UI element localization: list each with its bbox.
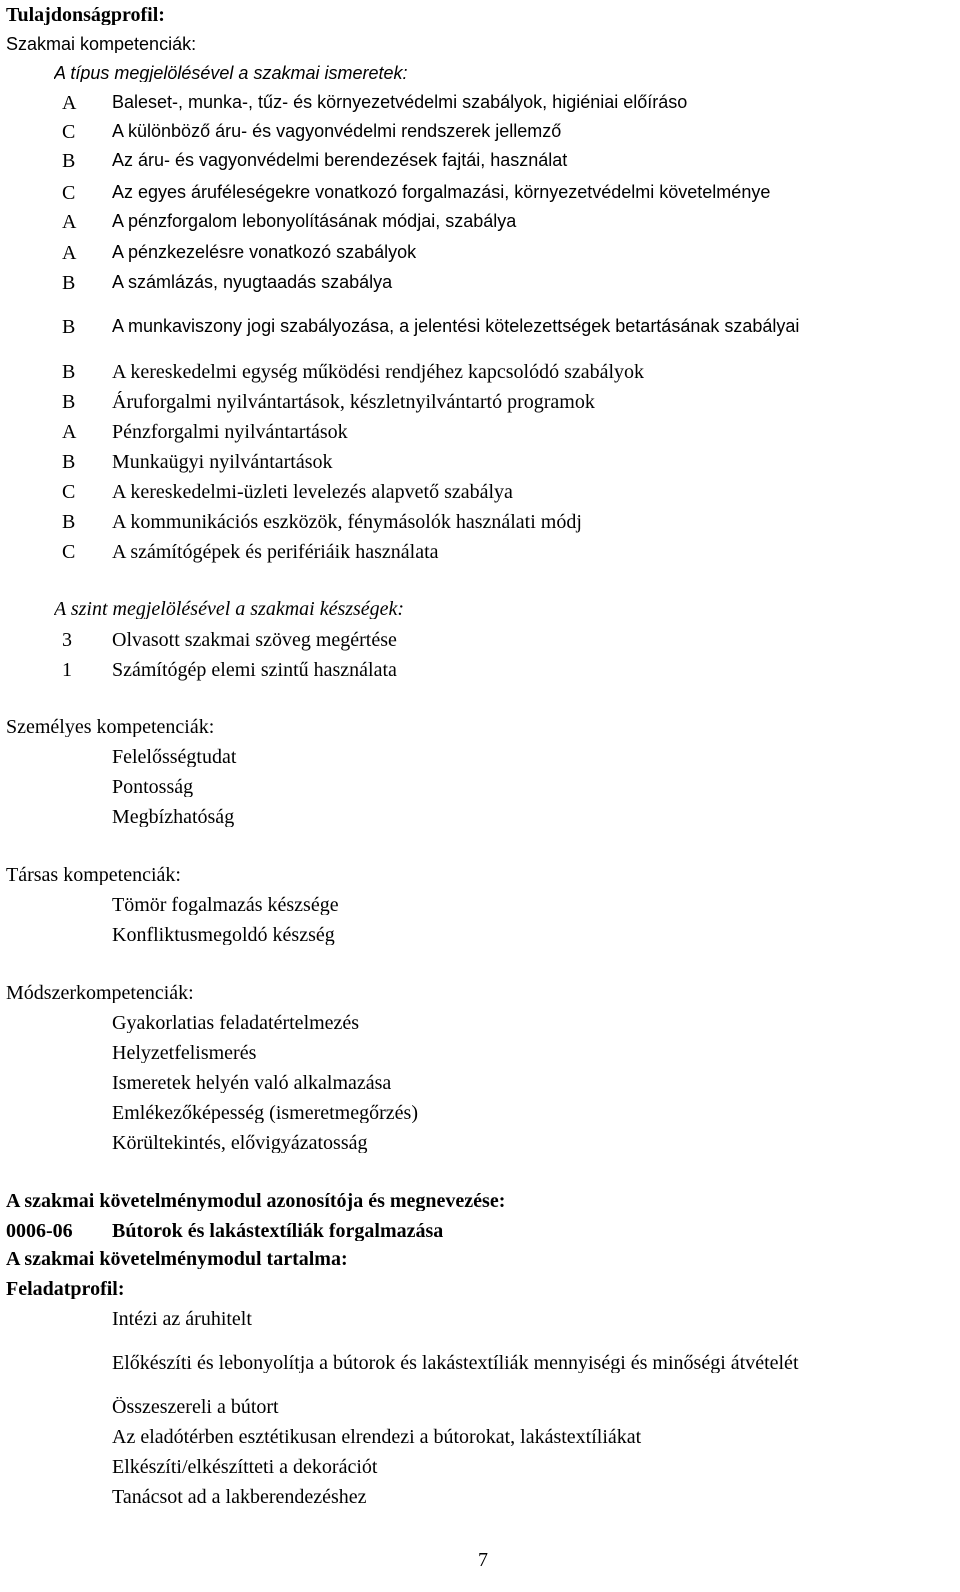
knowledge-item [0,541,960,565]
task-item: Az eladótérben esztétikusan elrendezi a bútorokat, lakástextíliákat [112,1427,642,1447]
method-competencies-heading: Módszerkompetenciák: [6,983,194,1003]
profile-title: Tulajdonságprofil: [6,5,165,25]
knowledge-item [0,316,960,340]
skills-heading: A szint megjelölésével a szakmai készségek: [54,599,405,619]
module-code: 0006-06 [6,1221,73,1241]
skill-level: 3 [62,629,72,651]
knowledge-code: A [62,242,77,264]
knowledge-item [0,121,960,145]
knowledge-text: Az áru- és vagyonvédelmi berendezések fajtái, használat [112,150,568,170]
knowledge-code: C [62,541,76,563]
task-item: Elkészíti/elkészítteti a dekorációt [112,1457,378,1477]
skill-text: Olvasott szakmai szöveg megértése [112,629,397,651]
method-item: Ismeretek helyén való alkalmazása [112,1073,392,1093]
task-item: Intézi az áruhitelt [112,1309,252,1329]
knowledge-code: A [62,92,77,114]
knowledge-item [0,182,960,206]
knowledge-code: B [62,316,76,338]
knowledge-code: A [62,211,77,233]
knowledge-code: C [62,481,76,503]
knowledge-text: A munkaviszony jogi szabályozása, a jelentési kötelezettségek betartásának szabályai [112,316,800,336]
knowledge-text: Áruforgalmi nyilvántartások, készletnyilvántartó programok [112,391,595,413]
professional-competencies-heading: Szakmai kompetenciák: [6,35,197,53]
module-name: Bútorok és lakástextíliák forgalmazása [112,1221,444,1241]
social-item: Tömör fogalmazás készsége [112,895,339,915]
knowledge-text: A számítógépek és perifériáik használata [112,541,439,563]
knowledge-text: A pénzkezelésre vonatkozó szabályok [112,242,417,262]
personal-item: Pontosság [112,777,194,797]
knowledge-item [0,242,960,266]
knowledge-item [0,211,960,235]
knowledge-item [0,92,960,116]
knowledge-code: B [62,150,76,172]
knowledge-text: A kereskedelmi-üzleti levelezés alapvető szabálya [112,481,513,503]
personal-competencies-heading: Személyes kompetenciák: [6,717,215,737]
task-item: Előkészíti és lebonyolítja a bútorok és lakástextíliák mennyiségi és minőségi átvételét [112,1353,799,1373]
knowledge-item [0,451,960,475]
knowledge-item [0,421,960,445]
knowledge-item [0,481,960,505]
skill-level: 1 [62,659,72,681]
skill-text: Számítógép elemi szintű használata [112,659,397,681]
module-id-heading: A szakmai követelménymodul azonosítója és megnevezése: [6,1191,506,1211]
method-item: Körültekintés, elővigyázatosság [112,1133,368,1153]
knowledge-type-heading: A típus megjelölésével a szakmai ismeretek: [54,64,408,82]
knowledge-code: B [62,272,76,294]
social-competencies-heading: Társas kompetenciák: [6,865,181,885]
method-item: Helyzetfelismerés [112,1043,257,1063]
page-number: 7 [478,1550,488,1570]
knowledge-item [0,150,960,174]
knowledge-code: C [62,182,76,204]
task-item: Összeszereli a bútort [112,1397,279,1417]
knowledge-text: A különböző áru- és vagyonvédelmi rendszerek jellemző [112,121,562,141]
knowledge-code: B [62,451,76,473]
knowledge-text: A kereskedelmi egység működési rendjéhez kapcsolódó szabályok [112,361,645,383]
knowledge-text: Pénzforgalmi nyilvántartások [112,421,348,443]
personal-item: Megbízhatóság [112,807,235,827]
knowledge-code: B [62,361,76,383]
module-content-heading: A szakmai követelménymodul tartalma: [6,1249,348,1269]
knowledge-item [0,361,960,385]
knowledge-item [0,391,960,415]
knowledge-text: A pénzforgalom lebonyolításának módjai, szabálya [112,211,517,231]
task-profile-heading: Feladatprofil: [6,1279,125,1299]
task-item: Tanácsot ad a lakberendezéshez [112,1487,367,1507]
personal-item: Felelősségtudat [112,747,237,767]
knowledge-item [0,272,960,296]
knowledge-text: A számlázás, nyugtaadás szabálya [112,272,393,292]
social-item: Konfliktusmegoldó készség [112,925,335,945]
method-item: Emlékezőképesség (ismeretmegőrzés) [112,1103,418,1123]
skill-item [0,629,960,653]
knowledge-code: A [62,421,77,443]
knowledge-code: B [62,511,76,533]
knowledge-text: Baleset-, munka-, tűz- és környezetvédelmi szabályok, higiéniai előíráso [112,92,688,112]
knowledge-text: Az egyes áruféleségekre vonatkozó forgalmazási, környezetvédelmi követelménye [112,182,771,202]
skill-item [0,659,960,683]
knowledge-text: Munkaügyi nyilvántartások [112,451,333,473]
method-item: Gyakorlatias feladatértelmezés [112,1013,360,1033]
knowledge-text: A kommunikációs eszközök, fénymásolók használati módj [112,511,582,533]
knowledge-code: B [62,391,76,413]
knowledge-code: C [62,121,76,143]
knowledge-item [0,511,960,535]
